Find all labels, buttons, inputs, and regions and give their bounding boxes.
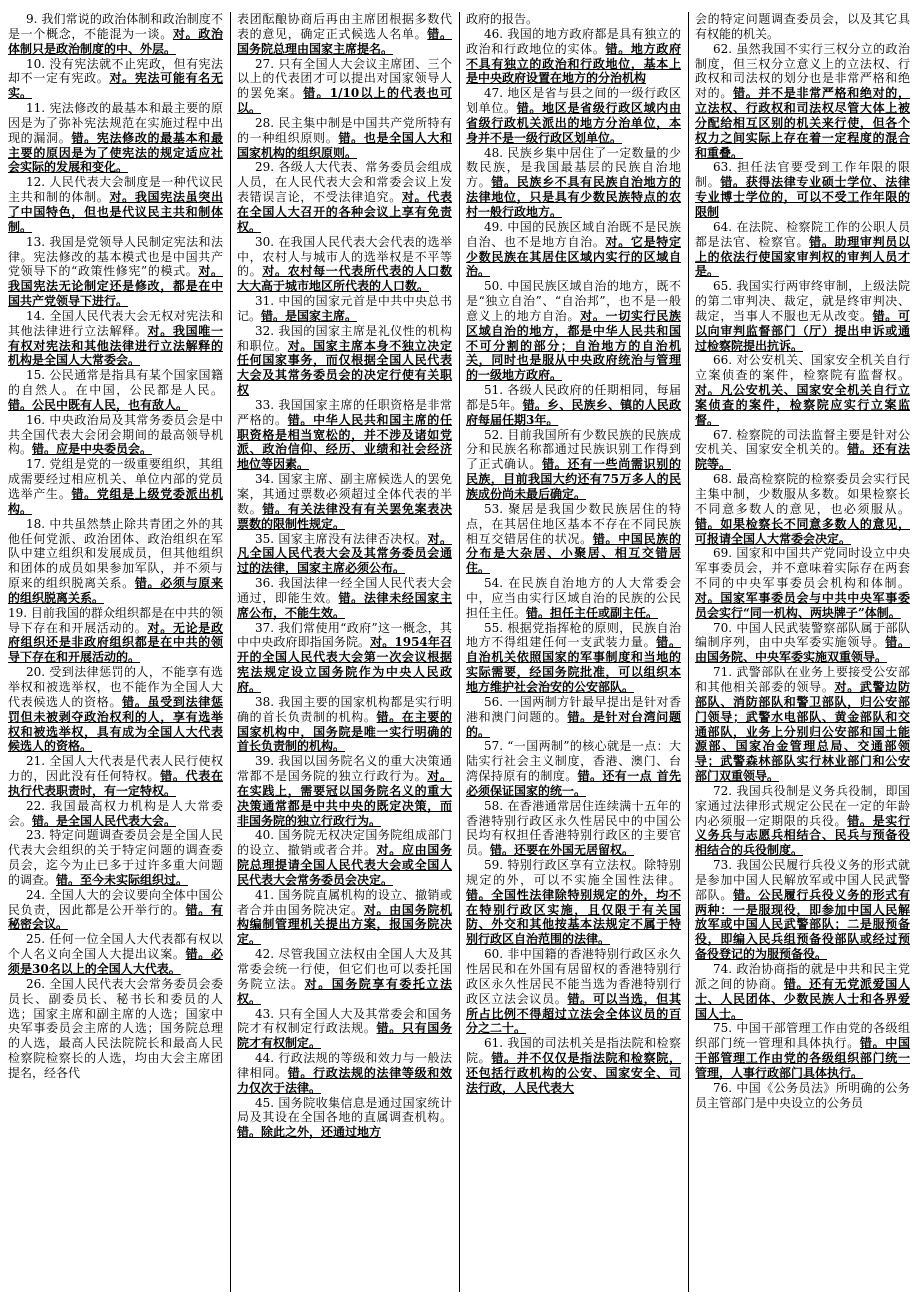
question-item <box>695 472 910 546</box>
answer-text: 错。地方政府不具有独立的政治和行政地位，基本上是中央政府设置在地方的分治机构 <box>466 41 681 86</box>
question-text: 26. 全国人民代表大会常务委员会委员长、副委员长、秘书长和委员的人选；国家主席和副主席的人选；国家中央军事委员会主席的人选；国务院总理的人选，最高人民法院院长和最高人民检察院检察长的人选，均由大会主席团提名，经各代 <box>8 976 223 1080</box>
answer-text: 对。应由国务院总理提请全国人民代表大会或全国人民代表大会常务委员会决定。 <box>237 843 452 887</box>
question-item <box>8 235 223 309</box>
question-item <box>466 279 681 383</box>
column-divider <box>230 12 231 1292</box>
question-text: 65. 我国实行两审终审制，上级法院的第二审判决、裁定，就是终审判决、裁定，当事人不服也无从改变。 <box>695 279 910 323</box>
question-text: 36. 我国法律一经全国人民代表大会通过，即能生效。 <box>237 576 452 605</box>
question-text: 57. “一国两制”的核心就是一点：大陆实行社会主义制度，香港、澳门、台湾保持原有的制度。 <box>466 739 681 784</box>
answer-text: 错。必须与原来的组织脱离关系。 <box>8 576 223 605</box>
question-item <box>237 828 452 887</box>
question-item <box>466 27 681 86</box>
question-text: 69. 国家和中国共产党同时设立中央军事委员会，并不意味着实际存在两套不同的中央军事委员会机构和体制。 <box>695 546 910 591</box>
question-text: 16. 中央政治局及其常务委员会是中共全国代表大会闭会期间的最高领导机构。 <box>8 412 223 457</box>
question-text: 32. 我国的国家主席是礼仪性的机构和职位。 <box>237 323 452 353</box>
answer-text: 错。除此之外，还通过地方 <box>237 1125 382 1140</box>
answer-text: 错。民族乡不具有民族自治地方的法律地位，只是具有少数民族特点的农村一般行政地方。 <box>466 175 681 219</box>
answer-text: 错。中华人民共和国主席的任职资格是相当宽松的，并不涉及诸如党派、政治信仰、经历、业绩和社会经济地位等因素。 <box>237 412 452 472</box>
question-item <box>237 576 452 621</box>
question-item <box>237 116 452 161</box>
question-item <box>695 546 910 620</box>
question-text: 64. 在法院、检察院工作的公职人员都是法官、检察官。 <box>695 219 910 249</box>
question-text: 53. 聚居是我国少数民族居住的特点，在其居住地区基本不存在不同民族相互交错居住的状况。 <box>466 501 681 546</box>
question-item <box>8 828 223 887</box>
question-text: 58. 在香港通常居住连续满十五年的香港特别行政区永久性居民中的中国公民均有权担任香港特别行政区的主要官员。 <box>466 798 681 858</box>
question-item <box>237 472 452 531</box>
question-text: 63. 担任法官要受到工作年限的限制。 <box>695 160 910 190</box>
question-item <box>466 220 681 279</box>
question-text: 42. 尽管我国立法权由全国人大及其常委会统一行使，但它们也可以委托国务院立法。 <box>237 947 452 991</box>
question-text: 41. 国务院直属机构的设立、撤销或者合并由国务院决定。 <box>237 887 452 917</box>
answer-text: 错。是全国人民代表大会。 <box>32 813 177 828</box>
answer-text: 错。有关法律没有有关罢免案表决票数的限制性规定。 <box>237 501 452 531</box>
question-text: 33. 我国国家主席的任职资格是非常严格的。 <box>237 397 452 427</box>
answer-text: 错。获得法律专业硕士学位、法律专业博士学位的，可以不受工作年限的限制 <box>695 175 910 219</box>
answer-text: 错。还有法院等。 <box>695 442 910 472</box>
question-text: 23. 特定问题调查委员会是全国人民代表大会组织的关于特定问题的调查委员会，迄今为止已多于过许多重大问题的调查。 <box>8 828 223 887</box>
question-item <box>8 368 223 413</box>
answer-text: 对。国家军事委员会与中共中央军事委员会实行“同一机构、两块牌子”体制。 <box>695 590 910 620</box>
answer-text: 对。由国务院机构编制管理机关提出方案，报国务院决定。 <box>237 902 452 947</box>
question-item <box>8 977 223 1081</box>
answer-text: 错。可以当选，但其所占比例不得超过立法会全体议员的百分之二十。 <box>466 991 681 1036</box>
question-item <box>8 517 223 606</box>
question-text: 55. 根据党指挥枪的原则，民族自治地方不得组建任何一支武装力量。 <box>466 620 681 650</box>
question-text: 76. 中国《公务员法》所明确的公务员主管部门是中央设立的公务员 <box>695 1080 910 1110</box>
answer-text: 对。宪法可能有名无实。 <box>8 71 223 101</box>
question-item <box>8 754 223 799</box>
question-text: 60. 非中国籍的香港特别行政区永久性居民和在外国有居留权的香港特别行政区永久性居民不能当选为香港特别行政区立法会议员。 <box>466 947 681 1006</box>
question-item <box>237 160 452 234</box>
question-text: 24. 全国人大的会议要向全体中国公民负责，因此都是公开举行的。 <box>8 887 223 917</box>
question-text: 51. 各级人民政府的任期相同，每届都是5年。 <box>466 383 681 412</box>
answer-text: 错。公民履行兵役义务的形式有两种：一是服现役，即参加中国人民解放军或中国人民武警部队；二是服预备役，即编入民兵组预备役部队或经过预备役登记的为服预备役。 <box>695 887 910 962</box>
question-item <box>695 962 910 1021</box>
question-item <box>8 606 223 665</box>
question-item <box>237 947 452 1006</box>
question-text: 61. 我国的司法机关是指法院和检察院。 <box>466 1036 681 1066</box>
question-text: 74. 政治协商指的就是中共和民主党派之间的协商。 <box>695 962 910 991</box>
answer-text: 错。公民中既有人民，也有敌人。 <box>8 397 189 412</box>
answer-text: 错。担任主任或副主任。 <box>526 605 659 620</box>
question-item <box>8 888 223 933</box>
question-text: 政府的报告。 <box>466 12 539 26</box>
answer-text: 错。可以向审判监督部门（厅）提出申诉或通过检察院提出抗诉。 <box>695 308 910 353</box>
question-text: 11. 宪法修改的最基本和最主要的原因是为了弥补宪法规范在实施过程中出现的漏洞。 <box>8 101 223 145</box>
answer-text: 错。由国务院、中央军委实施双重领导。 <box>695 635 910 665</box>
answer-text: 错。如果检察长不同意多数人的意见，可报请全国人大常委会决定。 <box>695 516 910 546</box>
question-text: 12. 人民代表大会制度是一种代议民主共和制的体制。 <box>8 175 223 205</box>
text-column-1 <box>8 12 223 1292</box>
answer-text: 错。并不是非常严格和绝对的，立法权、行政权和司法权尽管大体上被分配给相互区别的机关来行使，但各个权力之间实际上存在着一定程度的混合和重叠。 <box>695 86 910 160</box>
answer-text: 错。行政法规的法律等级和效力仅次于法律。 <box>237 1065 452 1095</box>
answer-text: 错。是针对台湾问题的。 <box>466 709 681 739</box>
question-item <box>466 428 681 502</box>
answer-text: 对。1954年召开的全国人民代表大会第一次会议根据宪法规定设立国务院作为中央人民政府。 <box>237 635 452 694</box>
answer-text: 错。还有一些尚需识别的民族，目前我国大约还有75万多人的民族成份尚未最后确定。 <box>466 457 681 501</box>
question-text: 44. 行政法规的等级和效力与一般法律相同。 <box>237 1051 452 1080</box>
question-item <box>466 1036 681 1095</box>
question-item <box>8 665 223 754</box>
question-text: 15. 公民通常是指具有某个国家国籍的自然人。在中国，公民都是人民。 <box>8 368 223 398</box>
question-item <box>695 1081 910 1111</box>
question-text: 14. 全国人民代表大会无权对宪法和其他法律进行立法解释。 <box>8 308 223 338</box>
question-item <box>466 86 681 145</box>
answer-text: 错。是实行义务兵与志愿兵相结合、民兵与预备役相结合的兵役制度。 <box>695 813 910 858</box>
answer-text: 错。至今未实际组织过。 <box>56 872 189 887</box>
question-item <box>8 309 223 368</box>
question-item <box>237 1007 452 1052</box>
question-text: 68. 最高检察院的检察委员会实行民主集中制，少数服从多数。如果检察长不同意多数人的意见，也必须服从。 <box>695 472 910 516</box>
question-text: 34. 国家主席、副主席候选人的罢免案，其通过票数必须超过全体代表的半数。 <box>237 472 452 516</box>
question-text: 10. 没有宪法就不止宪政，但有宪法却不一定有宪政。 <box>8 56 223 86</box>
question-text: 66. 对公安机关、国家安全机关自行立案侦查的案件，检察院有监督权。 <box>695 353 910 383</box>
answer-text: 错。法律未经国家主席公布，不能生效。 <box>237 590 452 620</box>
answer-text: 错。中国干部管理工作由党的各级组织部门统一管理，人事行政部门具体执行。 <box>695 1036 910 1080</box>
answer-text: 错。是国家主席。 <box>261 308 358 323</box>
text-column-4 <box>695 12 910 1292</box>
question-item <box>695 1021 910 1080</box>
question-item <box>237 532 452 577</box>
question-text: 72. 我国兵役制是义务兵役制，即国家通过法律形式规定公民在一定的年龄内必须服一定期限的兵役。 <box>695 783 910 828</box>
question-item <box>8 932 223 977</box>
answer-text: 对。政治体制只是政治制度的中、外层。 <box>8 26 223 56</box>
question-item <box>237 398 452 472</box>
answer-text: 错。还有一点 首先必须保证国家的统一。 <box>466 769 681 798</box>
answer-text: 对。一切实行民族区域自治的地方，都是中华人民共和国不可分割的部分；自治地方的自治机关，同时也是服从中央政府统治与管理的一级地方政府。 <box>466 308 681 383</box>
question-item <box>695 12 910 42</box>
document-page <box>8 12 912 1292</box>
question-text: 28. 民主集中制是中国共产党所特有的一种组织原则。 <box>237 115 452 145</box>
answer-text: 错。乡、民族乡、镇的人民政府每届任期3年。 <box>466 397 681 427</box>
question-text: 48. 民族乡集中居住了一定数量的少数民族，是我国最基层的民族自治地方。 <box>466 145 681 190</box>
question-text: 59. 特别行政区享有立法权。除特别规定的外，可以不实施全国性法律。 <box>466 858 681 887</box>
answer-text: 对。国务院享有委托立法权。 <box>237 976 452 1006</box>
question-text: 9. 我们常说的政治体制和政治制度不是一个概念，不能混为一谈。 <box>8 12 223 41</box>
question-item <box>237 695 452 754</box>
answer-text: 对。无论是政府组织还是非政府组织都是在中共的领导下存在和开展活动的。 <box>8 620 223 665</box>
question-text: 22. 我国最高权力机构是人大常委会。 <box>8 798 223 828</box>
question-item <box>466 858 681 947</box>
question-item <box>695 665 910 784</box>
column-divider <box>459 12 460 1292</box>
answer-text: 错。党组是上级党委派出机构。 <box>8 487 223 516</box>
question-text: 70. 中国人民武装警察部队属于部队编制序列，由中央军委实施领导。 <box>695 620 910 650</box>
answer-text: 对。我国唯一有权对宪法和其他法律进行立法解释的机构是全国人大常委会。 <box>8 323 223 368</box>
answer-text: 错。还要在外国无居留权。 <box>490 843 635 858</box>
answer-text: 错。还有无党派爱国人士、人民团体、少数民族人士和各界爱国人士。 <box>695 976 910 1021</box>
question-item <box>237 12 452 57</box>
answer-text: 错。并不仅仅是指法院和检察院，还包括行政机构的公安、国家安全、司法行政，人民代表大 <box>466 1051 681 1095</box>
question-text: 31. 中国的国家元首是中共中央总书记。 <box>237 294 452 323</box>
question-text: 45. 国务院收集信息是通过国家统计局及其设在全国各地的直属调查机构。 <box>237 1095 452 1125</box>
answer-text: 对。它是特定少数民族在其居住区域内实行的区域自治。 <box>466 234 681 279</box>
question-text: 40. 国务院无权决定国务院组成部门的设立、撤销或者合并。 <box>237 828 452 858</box>
question-text: 17. 党组是党的一级重要组织，其组成需要经过相应机关、单位内部的党员选举产生。 <box>8 457 223 501</box>
question-item <box>466 695 681 740</box>
question-item <box>237 754 452 828</box>
question-text: 会的特定问题调查委员会，以及其它具有权能的机关。 <box>695 12 910 41</box>
question-item <box>695 428 910 473</box>
question-text: 47. 地区是省与县之间的一级行政区划单位。 <box>466 86 681 116</box>
question-text: 21. 全国人大代表是代表人民行使权力的，因此没有任何特权。 <box>8 754 223 784</box>
answer-text: 错。有秘密会议。 <box>8 902 223 932</box>
answer-text: 对。我国宪法虽突出了中国特色，但也是代议民主共和制体制。 <box>8 190 223 234</box>
question-item <box>695 621 910 666</box>
question-item <box>466 799 681 858</box>
question-item <box>8 57 223 102</box>
question-text: 35. 国家主席没有法律否决权。 <box>255 531 428 546</box>
question-item <box>8 413 223 458</box>
answer-text: 错。助理审判员以上的依法行使国家审判权的审判人员才是。 <box>695 234 910 279</box>
question-text: 73. 我国公民履行兵役义务的形式就是参加中国人民解放军或中国人民武警部队。 <box>695 858 910 902</box>
question-item <box>237 1051 452 1096</box>
question-item <box>466 502 681 576</box>
answer-text: 错。地区是省级行政区域内由省级行政机关派出的地方分治单位，本身并不是一级行政区划单位。 <box>466 101 681 145</box>
question-text: 38. 我国主要的国家机构都是实行明确的首长负责制的机构。 <box>237 694 452 724</box>
answer-text: 对。代表在全国人大召开的各种会议上享有免责权。 <box>237 190 452 234</box>
question-text: 54. 在民族自治地方的人大常委会中，应当由实行区域自治的民族的公民担任主任。 <box>466 576 681 620</box>
question-item <box>466 146 681 220</box>
answer-text: 对。我国宪法无论制定还是修改，都是在中国共产党领导下进行。 <box>8 264 223 309</box>
question-item <box>237 235 452 294</box>
answer-text: 错。国务院总理由国家主席提名。 <box>237 26 452 56</box>
answer-text: 对。凡全国人民代表大会及其常务委员会通过的法律，国家主席必须公布。 <box>237 531 452 576</box>
question-text: 56. 一国两制方针最早提出是针对香港和澳门问题的。 <box>466 694 681 724</box>
question-text: 37. 我们常使用“政府”这一概念，其中中央政府即指国务院。 <box>237 620 452 650</box>
answer-text: 错。宪法修改的最基本和最主要的原因是为了使宪法的规定适应社会实际的发展和变化。 <box>8 130 223 175</box>
question-text: 25. 任何一位全国人大代表都有权以个人名义向全国人大提出议案。 <box>8 932 223 962</box>
text-column-2 <box>237 12 452 1292</box>
question-item <box>466 739 681 798</box>
question-item <box>237 294 452 324</box>
answer-text: 错。代表在执行代表职责时，有一定特权。 <box>8 769 223 798</box>
answer-text: 错。虽受到法律惩罚但未被剥夺政治权利的人，享有选举权和被选举权，具有成为全国人大代表候选人的资格。 <box>8 694 223 754</box>
question-text: 71. 武警部队在业务上要接受公安部和其他相关部委的领导。 <box>695 665 910 694</box>
answer-text: 错。自治机关依照国家的军事制度和当地的实际需要，经国务院批准，可以组织本地方维护社会治安的公安部队。 <box>466 635 681 694</box>
question-text: 13. 我国是党领导人民制定宪法和法律。宪法修改的基本模式也是中国共产党领导下的“政策性修宪”的模式。 <box>8 234 223 279</box>
question-text: 46. 我国的地方政府都是具有独立的政治和行政地位的实体。 <box>466 26 681 56</box>
question-text: 27. 只有全国人大会议主席团、三个以上的代表团才可以提出对国家领导人的罢免案。 <box>237 56 452 101</box>
question-item <box>466 947 681 1036</box>
answer-text: 对。在实践上，需要冠以国务院名义的重大决策通常都是中共中央的既定决策，而非国务院的独立行政行为。 <box>237 769 452 828</box>
question-text: 67. 检察院的司法监督主要是针对公安机关、国家安全机关的。 <box>695 427 910 457</box>
question-item <box>695 784 910 858</box>
question-item <box>8 101 223 175</box>
answer-text: 错。在主要的国家机构中，国务院是唯一实行明确的首长负责制的机构。 <box>237 709 452 754</box>
question-text: 50. 中国民族区域自治的地方，既不是“独立自治”、“自治邦”，也不是一般意义上的地方自治。 <box>466 279 681 323</box>
question-text: 62. 虽然我国不实行三权分立的政治制度，但三权分立意义上的立法权、行政权和司法权的划分也是非常严格和绝对的。 <box>695 41 910 101</box>
question-item <box>695 160 910 219</box>
question-item <box>237 888 452 947</box>
answer-text: 对。凡公安机关、国家安全机关自行立案侦查的案件，检察院应实行立案监督。 <box>695 383 910 427</box>
question-item <box>8 799 223 829</box>
question-text: 39. 我国以国务院名义的重大决策通常都不是国务院的独立行政行为。 <box>237 754 452 784</box>
question-item <box>466 12 681 27</box>
question-text: 18. 中共虽然禁止除共青团之外的其他任何党派、政治团体、政治组织在军队中建立组织和发展成员，但其他组织和团体的成员如果参加军队，并不须与原来的组织脱离关系。 <box>8 516 223 591</box>
question-item <box>466 576 681 621</box>
answer-text: 错。只有国务院才有权制定。 <box>237 1021 452 1051</box>
answer-text: 错。全国性法律除特别规定的外，均不在特别行政区实施，且仅限于有关国防、外交和其他按基本法规定不属于特别行政区自治范围的法律。 <box>466 887 681 947</box>
question-item <box>237 621 452 695</box>
question-text: 75. 中国干部管理工作由党的各级组织部门统一管理和具体执行。 <box>695 1021 910 1051</box>
answer-text: 错。中国民族的分布是大杂居、小聚居、相互交错居住。 <box>466 531 681 576</box>
question-item <box>695 42 910 161</box>
question-text: 52. 目前我国所有少数民族的民族成分和民族名称都通过民族识别工作得到了正式确认。 <box>466 427 681 472</box>
question-item <box>8 457 223 516</box>
answer-text: 对。国家主席本身不独立决定任何国家事务，而仅根据全国人民代表大会及其常务委员会的决定行使有关职权 <box>237 338 452 398</box>
question-text: 43. 只有全国人大及其常委会和国务院才有权制定行政法规。 <box>237 1006 452 1036</box>
question-item <box>466 621 681 695</box>
question-text: 49. 中国的民族区域自治既不是民族自治、也不是地方自治。 <box>466 219 681 249</box>
column-divider <box>688 12 689 1292</box>
question-item <box>695 220 910 279</box>
question-item <box>8 175 223 234</box>
answer-text: 错。应是中央委员会。 <box>32 442 153 457</box>
question-item <box>695 858 910 962</box>
question-text: 表团酝酿协商后再由主席团根据多数代表的意见，确定正式候选人名单。 <box>237 12 452 41</box>
question-text: 30. 在我国人民代表大会代表的选举中，农村人与城市人的选举权是不平等的。 <box>237 234 452 279</box>
answer-text: 对。武警边防部队、消防部队和警卫部队，归公安部门领导；武警水电部队、黄金部队和交通部队，业务上分别归公安部和国土能源部、国家冶金管理总局、交通部领导；武警森林部队实行林业部门和公安部门双重领导。 <box>695 679 910 784</box>
answer-text: 错。也是全国人大和国家机构的组织原则。 <box>237 130 452 160</box>
question-item <box>237 57 452 116</box>
question-text: 19. 目前我国的群众组织都是在中共的领导下存在和开展活动的。 <box>8 605 223 635</box>
answer-text: 错。1/10以上的代表也可以。 <box>237 86 452 116</box>
question-item <box>466 383 681 428</box>
question-item <box>237 324 452 398</box>
question-text: 20. 受到法律惩罚的人，不能享有选举权和被选举权，也不能作为全国人大代表候选人的资格。 <box>8 665 223 709</box>
answer-text: 错。必须是30名以上的全国人大代表。 <box>8 947 223 976</box>
answer-text: 对。农村每一代表所代表的人口数大大高于城市地区所代表的人口数。 <box>237 264 452 294</box>
text-column-3 <box>466 12 681 1292</box>
question-text: 29. 各级人大代表、常务委员会组成人员，在人民代表大会和常委会议上发表错误言论，不受法律追究。 <box>237 160 452 205</box>
question-item <box>237 1096 452 1141</box>
question-item <box>8 12 223 57</box>
question-item <box>695 353 910 427</box>
question-item <box>695 279 910 353</box>
